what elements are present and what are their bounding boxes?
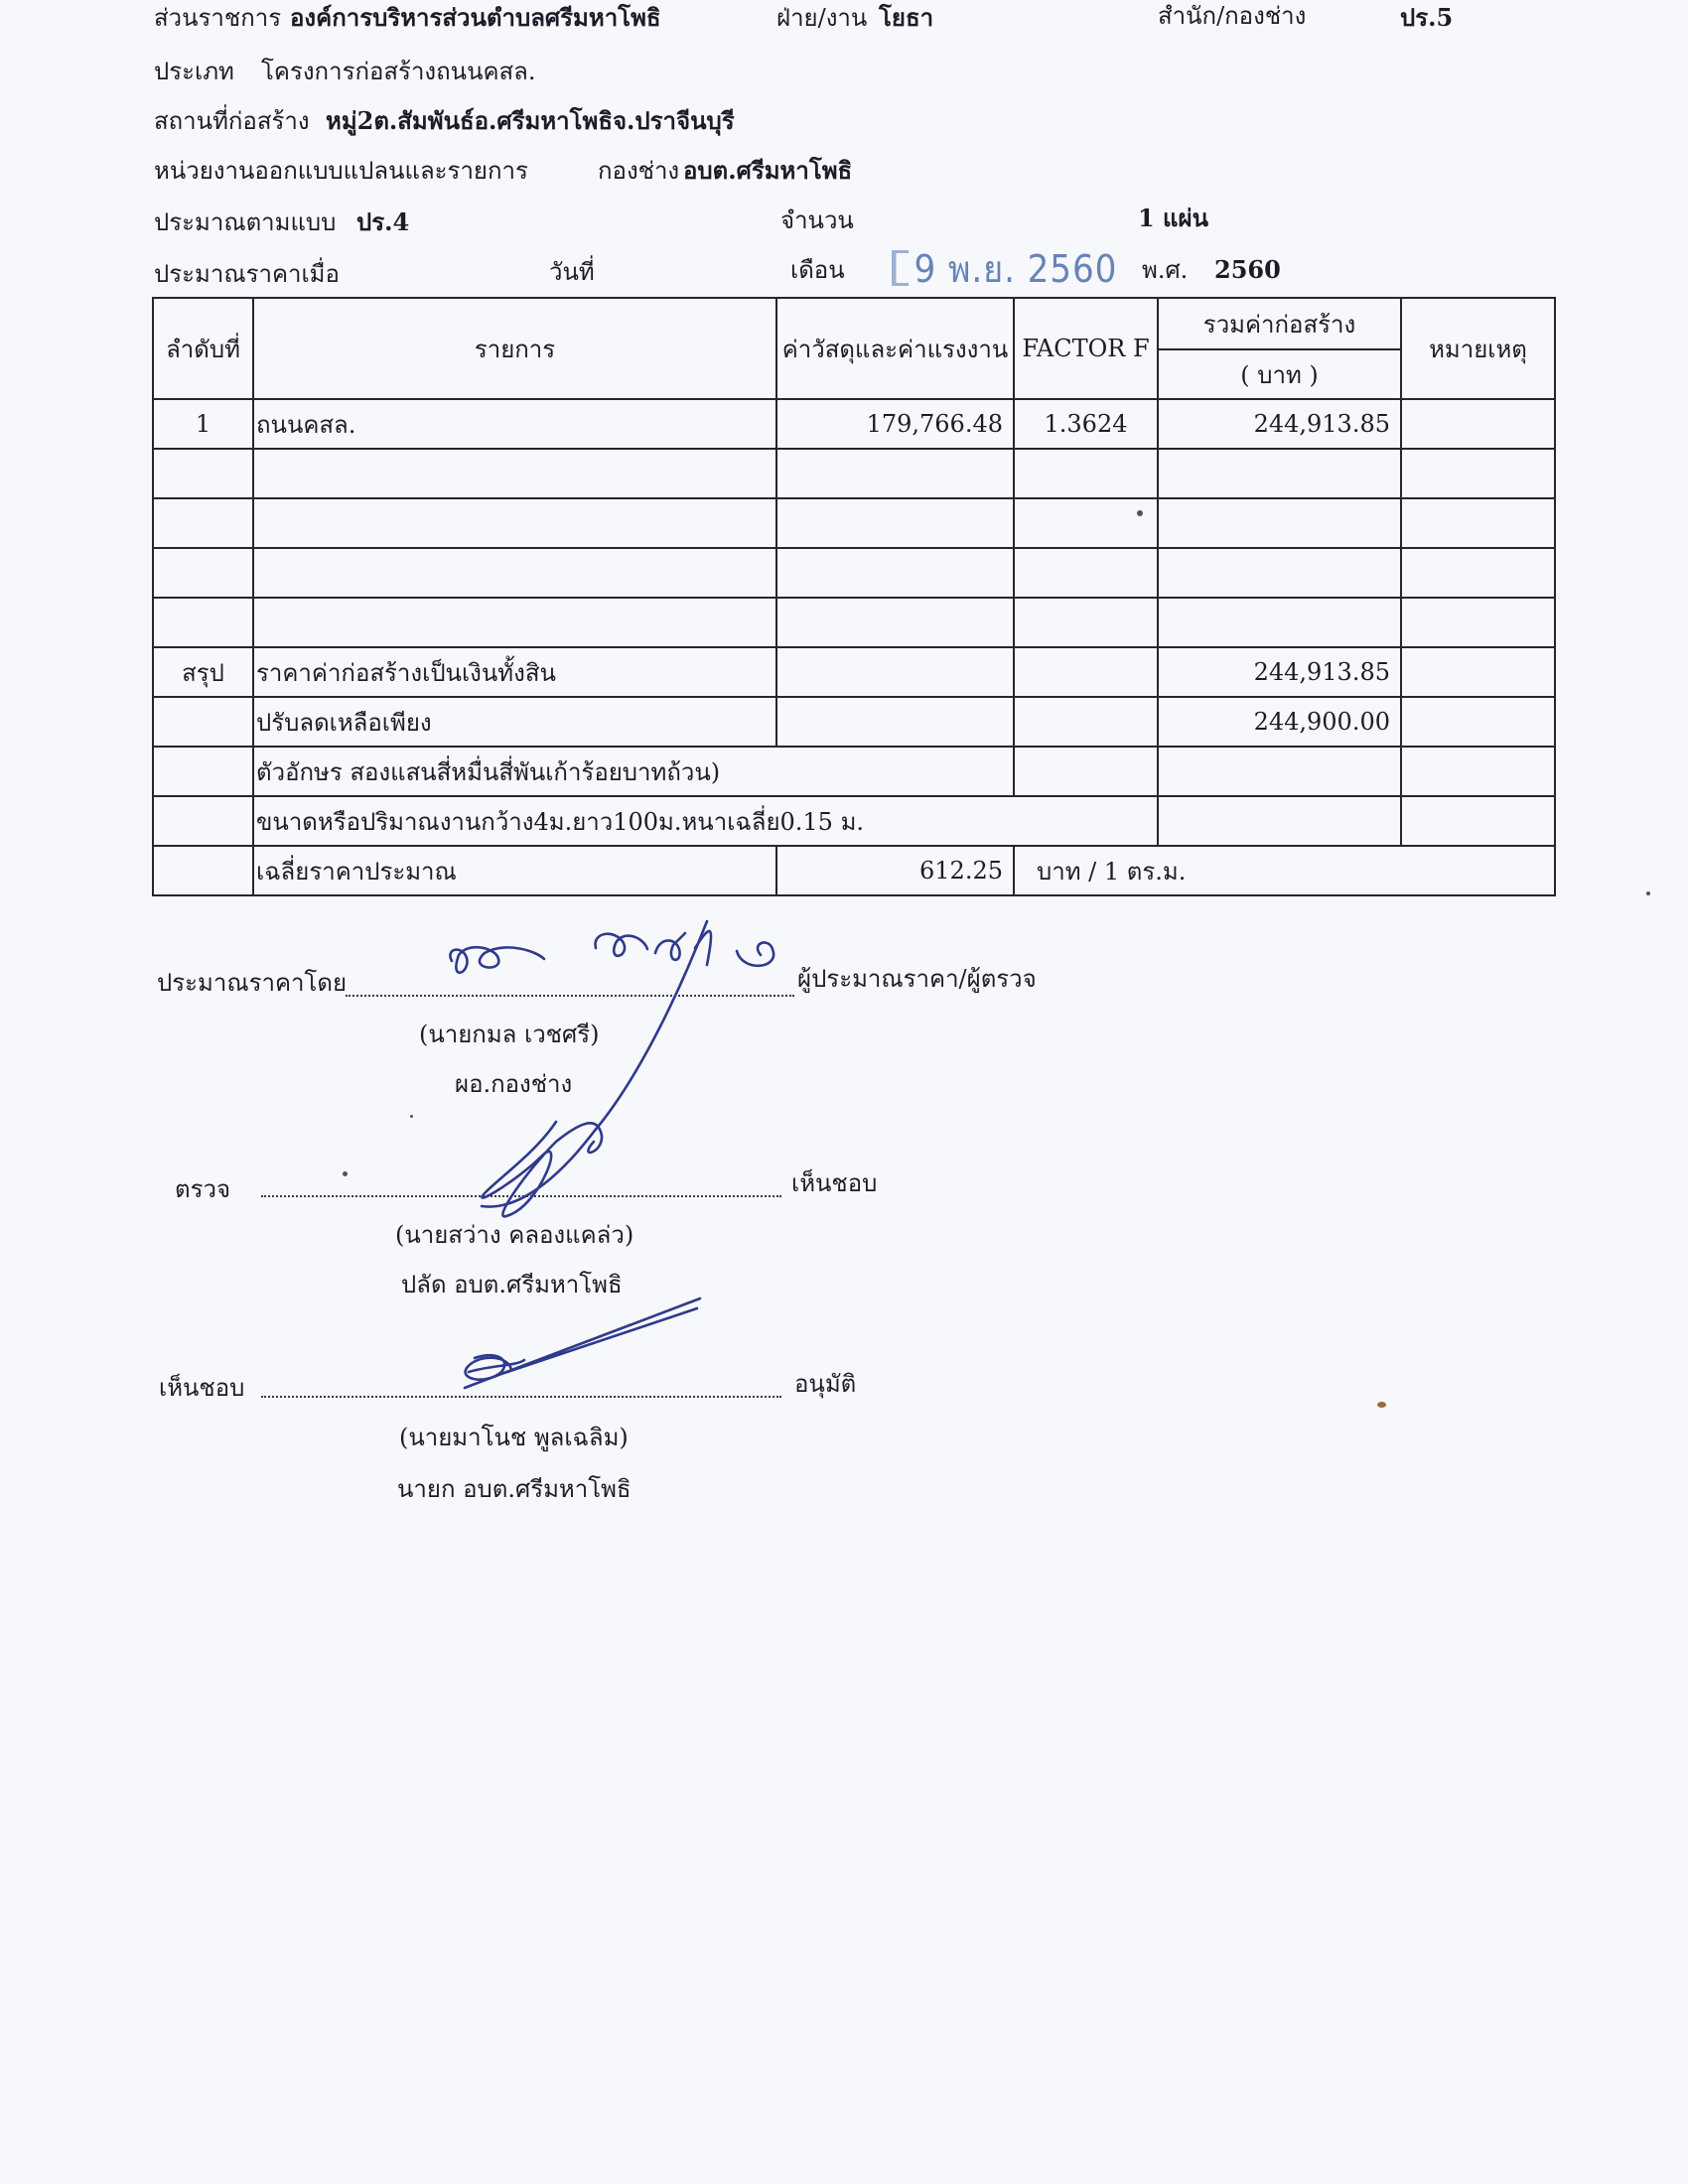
site-label: สถานที่ก่อสร้าง (154, 107, 310, 135)
date-label: ประมาณราคาเมื่อ (154, 260, 340, 288)
average-value: 612.25 (776, 846, 1014, 895)
col-factor-header: FACTOR F (1014, 298, 1158, 399)
words-label: ตัวอักษร สองแสนสี่หมื่นสี่พันเก้าร้อยบาทถ้วน) (253, 747, 1014, 796)
division-label: ฝ่าย/งาน (776, 4, 868, 32)
row-factor: 1.3624 (1014, 399, 1158, 449)
estimator-signature (450, 931, 774, 973)
type-value: โครงการก่อสร้างถนนคสล. (261, 58, 536, 85)
summary-total-value: 244,913.85 (1158, 647, 1401, 697)
type-label: ประเภท (154, 58, 234, 85)
scan-speck (1137, 510, 1143, 516)
estimator-name: (นายกมล เวชศรี) (419, 1021, 600, 1048)
designer-label: หน่วยงานออกแบบแปลนและรายการ (154, 157, 528, 185)
month-label: เดือน (790, 256, 845, 284)
average-unit: บาท / 1 ตร.ม. (1014, 846, 1555, 895)
checker-signature (482, 1122, 602, 1216)
year-label: พ.ศ. (1142, 256, 1189, 284)
scan-speck (1646, 891, 1650, 895)
adjusted-label: ปรับลดเหลือเพียง (253, 697, 776, 747)
col-item-header: รายการ (253, 298, 776, 399)
summary-total-label: ราคาค่าก่อสร้างเป็นเงินทั้งสิน (253, 647, 776, 697)
col-total-unit: ( บาท ) (1158, 349, 1401, 399)
approve-suffix: อนุมัติ (794, 1370, 857, 1398)
approver-signature (465, 1298, 700, 1388)
check-suffix: เห็นชอบ (791, 1169, 878, 1197)
col-total-header: รวมค่าก่อสร้าง (1158, 298, 1401, 349)
row-cost: 179,766.48 (776, 399, 1014, 449)
form-code: ปร.5 (1400, 3, 1454, 32)
day-label: วันที่ (549, 258, 595, 286)
scan-speck (1377, 1402, 1386, 1408)
division-value: โยธา (879, 3, 934, 32)
designer-value: อบต.ศรีมหาโพธิ (683, 156, 853, 185)
approve-prefix: เห็นชอบ (159, 1374, 245, 1402)
estimator-signature-stroke (482, 921, 707, 1207)
size-label: ขนาดหรือปริมาณงานกว้าง4ม.ยาว100ม.หนาเฉลี่ย0.15 ม. (253, 796, 1158, 846)
quantity-label: จำนวน (780, 206, 854, 234)
estimated-by-label: ประมาณราคาโดย (157, 969, 348, 997)
scan-speck (343, 1171, 348, 1176)
col-order-header: ลำดับที่ (153, 298, 253, 399)
site-value: หมู่2ต.สัมพันธ์อ.ศรีมหาโพธิจ.ปราจีนบุรี (326, 106, 735, 135)
approver-title: นายก อบต.ศรีมหาโพธิ (397, 1475, 632, 1503)
agency-label: ส่วนราชการ (154, 4, 282, 32)
quantity-value: 1 แผ่น (1138, 204, 1208, 232)
row-item: ถนนคสล. (253, 399, 776, 449)
estimate-value: ปร.4 (356, 207, 410, 236)
agency-value: องค์การบริหารส่วนตำบลศรีมหาโพธิ (290, 3, 661, 32)
office-label: สำนัก/กองช่าง (1158, 2, 1307, 30)
estimator-title: ผอ.กองช่าง (455, 1070, 573, 1098)
checker-title: ปลัด อบต.ศรีมหาโพธิ (401, 1271, 623, 1298)
row-order: 1 (153, 399, 253, 449)
estimated-by-role: ผู้ประมาณราคา/ผู้ตรวจ (797, 965, 1037, 993)
summary-label: สรุป (153, 647, 253, 697)
designer-prefix: กองช่าง (598, 157, 680, 185)
row-total: 244,913.85 (1158, 399, 1401, 449)
checker-name: (นายสว่าง คลองแคล่ว) (395, 1221, 634, 1249)
scan-speck (410, 1115, 413, 1118)
average-label: เฉลี่ยราคาประมาณ (253, 846, 776, 895)
stamp-text: 9 พ.ย. 2560 (914, 247, 1118, 291)
approver-name: (นายมาโนช พูลเฉลิม) (399, 1424, 629, 1451)
col-note-header: หมายเหตุ (1401, 298, 1555, 399)
estimate-label: ประมาณตามแบบ (154, 208, 337, 236)
year-value: 2560 (1214, 255, 1281, 284)
check-label: ตรวจ (175, 1175, 231, 1203)
col-cost-header: ค่าวัสดุและค่าแรงงาน (776, 298, 1014, 399)
adjusted-value: 244,900.00 (1158, 697, 1401, 747)
